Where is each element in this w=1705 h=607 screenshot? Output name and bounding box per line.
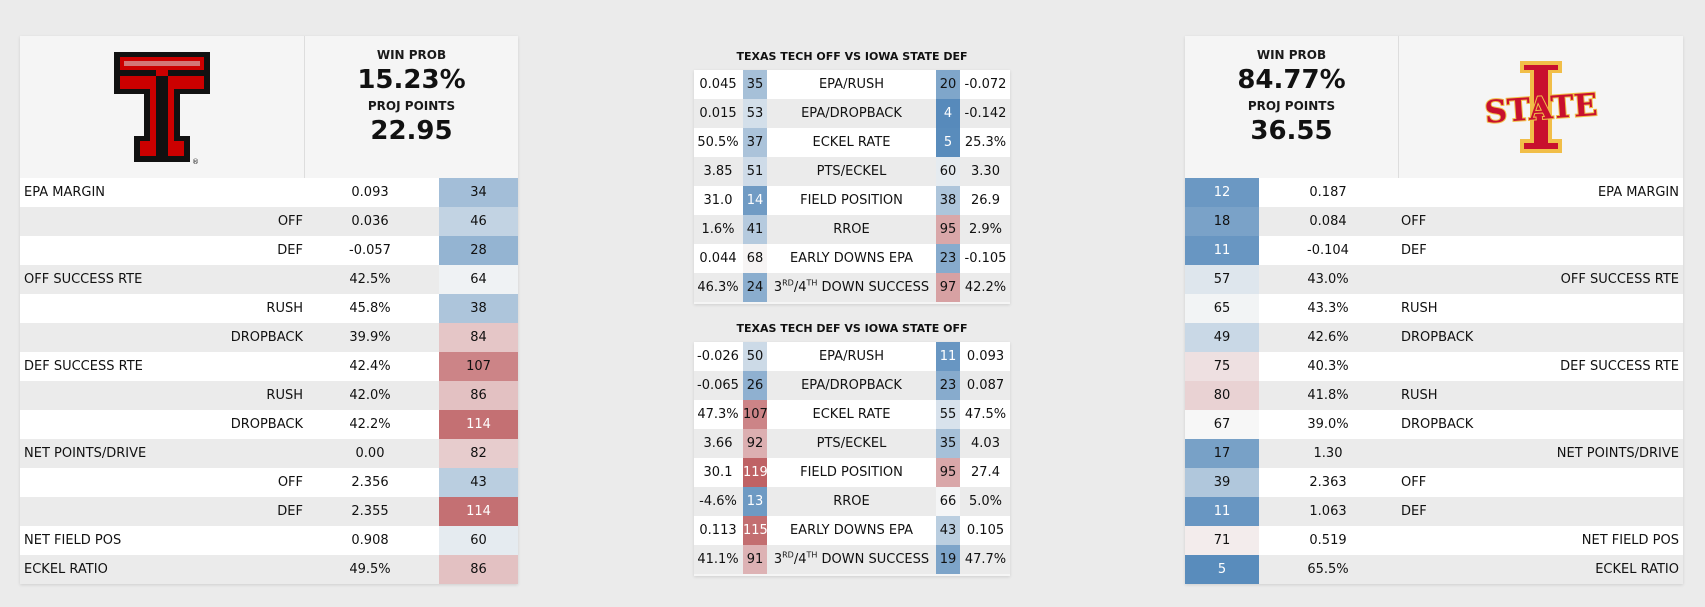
right-value: 27.4 [971,465,1000,480]
stat-name-text: DOWN SUCCESS [821,552,930,567]
proj-points-label: PROJ POINTS [1247,99,1336,113]
stat-name [768,273,935,302]
svg-text:®: ® [192,158,199,166]
stat-row-rush [1185,294,1683,323]
stat-rank: 107 [439,352,518,381]
stat-value: 2.355 [351,504,389,519]
stat-row-dropback [1185,410,1683,439]
left-value: 46.3% [697,280,739,295]
right-value: 47.7% [964,552,1007,567]
right-value: 26.9 [971,193,1000,208]
left-value: 3.66 [703,436,733,451]
stat-value: 65.5% [1307,562,1349,577]
right-rank: 4 [936,99,960,128]
left-value: 1.6% [701,222,735,237]
matchup-row-pts-eckel [694,429,1010,458]
stat-label: DEF [277,243,303,258]
left-rank: 115 [743,516,767,545]
stat-rank: 11 [1185,236,1259,265]
stat-name: EPA/RUSH [818,77,885,92]
matchup-row-epa-rush [694,342,1010,371]
stat-label: NET POINTS/DRIVE [24,446,147,461]
stat-row-eckel-ratio [20,555,518,584]
stat-value: 42.5% [349,272,391,287]
stat-label: DEF SUCCESS RTE [24,359,143,374]
right-rank: 38 [936,186,960,215]
stat-row-dropback [1185,323,1683,352]
right-team-info [1185,36,1399,178]
matchup-top-table [694,70,1010,304]
stat-value: 1.063 [1309,504,1347,519]
left-value: -0.026 [697,349,739,364]
matchup-row-early-downs-epa [694,516,1010,545]
stat-name: RROE [833,494,870,509]
left-rank: 107 [743,400,767,429]
right-rank: 66 [936,487,960,516]
stat-label: NET POINTS/DRIVE [1556,446,1679,461]
win-prob-label: WIN PROB [1256,48,1327,62]
stat-label: DEF SUCCESS RTE [1560,359,1679,374]
right-value: 4.03 [971,436,1000,451]
matchup-row-epa-dropback [694,99,1010,128]
right-rank: 43 [936,516,960,545]
right-rank: 23 [936,371,960,400]
left-value: 3.85 [703,164,733,179]
left-rank: 35 [743,70,767,99]
stat-row-def [1185,236,1683,265]
stat-row-net-points-drive [20,439,518,468]
win-prob-value: 84.77% [1237,65,1346,95]
right-value: 0.105 [966,523,1005,538]
left-rank: 50 [743,342,767,371]
right-value: 2.9% [968,222,1003,237]
matchup-row-field-position [694,186,1010,215]
stat-label: RUSH [266,388,303,403]
matchup-row-field-position [694,458,1010,487]
stat-label: ECKEL RATIO [1595,562,1679,577]
matchup-row-early-downs-epa [694,244,1010,273]
left-value: -0.065 [697,378,739,393]
right-team-logo-cell [1399,36,1683,178]
stat-label: EPA MARGIN [24,185,106,200]
stat-name: EPA/RUSH [818,349,885,364]
stat-label: OFF [1401,475,1427,490]
right-team-header [1185,36,1683,178]
stat-row-dropback [20,323,518,352]
stat-rank: 17 [1185,439,1259,468]
stat-value: 39.0% [1307,417,1349,432]
left-rank: 37 [743,128,767,157]
stat-name: FIELD POSITION [800,465,903,480]
stat-row-dropback [20,410,518,439]
stat-value: 0.519 [1309,533,1347,548]
stat-name [768,545,935,574]
stat-value: 0.187 [1309,185,1347,200]
stat-value: 0.036 [351,214,389,229]
stat-value: -0.057 [349,243,391,258]
left-rank: 51 [743,157,767,186]
stat-rank: 114 [439,410,518,439]
proj-points-value: 22.95 [370,116,453,146]
stat-rank: 12 [1185,178,1259,207]
stat-label: NET FIELD POS [1581,533,1679,548]
stat-label: DEF [277,504,303,519]
stat-label: DEF [1401,504,1427,519]
stat-value: 39.9% [349,330,391,345]
left-rank: 24 [743,273,767,302]
stat-label: EPA MARGIN [1597,185,1679,200]
stat-row-net-field-pos [20,526,518,555]
stat-row-off-success-rte [1185,265,1683,294]
left-value: 0.044 [699,251,737,266]
stat-value: 49.5% [349,562,391,577]
stat-name: EPA/DROPBACK [801,106,902,121]
stat-label: DROPBACK [230,330,303,345]
stat-name: PTS/ECKEL [816,164,887,179]
left-team-logo-cell [20,36,305,178]
iowa-state-logo [1476,59,1606,155]
stat-row-net-field-pos [1185,526,1683,555]
stat-rank: 65 [1185,294,1259,323]
stat-row-rush [20,381,518,410]
stat-value: 2.356 [351,475,389,490]
stat-label: OFF [277,214,303,229]
matchup-row-eckel-rate [694,128,1010,157]
right-value: 42.2% [964,280,1007,295]
left-value: 50.5% [697,135,739,150]
stat-name: RROE [833,222,870,237]
down-ordinal-prefix: 3RD/4TH [773,278,818,295]
left-rank: 68 [743,244,767,273]
stat-value: 0.00 [355,446,385,461]
right-value: 47.5% [964,407,1007,422]
right-value: -0.105 [964,251,1007,266]
stat-rank: 60 [439,526,518,555]
matchup-row-down-success [694,545,1010,574]
stat-name: EPA/DROPBACK [801,378,902,393]
matchup-row-eckel-rate [694,400,1010,429]
stat-row-off [20,468,518,497]
right-value: 0.087 [966,378,1005,393]
matchup-row-epa-dropback [694,371,1010,400]
left-value: 30.1 [703,465,733,480]
left-value: 0.113 [699,523,737,538]
stat-value: 42.2% [349,417,391,432]
stat-value: 42.6% [1307,330,1349,345]
stat-label: ECKEL RATIO [24,562,108,577]
left-rank: 92 [743,429,767,458]
stat-rank: 18 [1185,207,1259,236]
stat-rank: 49 [1185,323,1259,352]
stat-name-text: DOWN SUCCESS [821,280,930,295]
right-rank: 60 [936,157,960,186]
right-value: -0.142 [964,106,1007,121]
left-value: 41.1% [697,552,739,567]
win-prob-label: WIN PROB [376,48,447,62]
stat-row-off [1185,207,1683,236]
stat-rank: 86 [439,555,518,584]
stat-value: 45.8% [349,301,391,316]
stat-rank: 82 [439,439,518,468]
right-rank: 35 [936,429,960,458]
right-value: 25.3% [964,135,1007,150]
stat-row-off-success-rte [20,265,518,294]
left-team-info [305,36,518,178]
stat-row-def-success-rte [20,352,518,381]
left-value: 0.015 [699,106,737,121]
right-rank: 55 [936,400,960,429]
stat-row-off [1185,468,1683,497]
iowa-state-logo-text: STATE [1483,87,1599,131]
stat-value: -0.104 [1307,243,1349,258]
stat-rank: 114 [439,497,518,526]
stat-value: 42.4% [349,359,391,374]
stat-row-rush [1185,381,1683,410]
stat-label: RUSH [266,301,303,316]
right-value: -0.072 [964,77,1007,92]
left-rank: 41 [743,215,767,244]
right-value: 5.0% [968,494,1003,509]
left-rank: 13 [743,487,767,516]
stat-rank: 75 [1185,352,1259,381]
left-rank: 91 [743,545,767,574]
left-rank: 53 [743,99,767,128]
texas-tech-logo [110,48,214,166]
right-team-stat-rows [1185,178,1683,584]
stat-label: OFF [277,475,303,490]
stat-value: 1.30 [1313,446,1343,461]
matchup-bottom-title: TEXAS TECH DEF VS IOWA STATE OFF [736,322,968,335]
left-rank: 26 [743,371,767,400]
stat-value: 43.3% [1307,301,1349,316]
stat-rank: 46 [439,207,518,236]
stat-value: 43.0% [1307,272,1349,287]
stat-label: OFF SUCCESS RTE [24,272,143,287]
stat-row-epa-margin [1185,178,1683,207]
stat-rank: 71 [1185,526,1259,555]
win-prob-value: 15.23% [357,65,466,95]
proj-points-value: 36.55 [1250,116,1333,146]
left-value: 0.045 [699,77,737,92]
right-rank: 19 [936,545,960,574]
stat-rank: 11 [1185,497,1259,526]
stat-name: EARLY DOWNS EPA [789,523,914,538]
stat-name: ECKEL RATE [812,135,891,150]
matchup-bottom-table [694,342,1010,576]
stat-row-def-success-rte [1185,352,1683,381]
left-team-stat-rows [20,178,518,584]
stat-row-def [20,236,518,265]
stat-label: RUSH [1401,301,1438,316]
stat-label: RUSH [1401,388,1438,403]
matchup-top-title: TEXAS TECH OFF VS IOWA STATE DEF [736,50,968,63]
stat-label: OFF SUCCESS RTE [1560,272,1679,287]
stat-row-off [20,207,518,236]
stat-rank: 39 [1185,468,1259,497]
left-team-panel [20,36,518,584]
stat-rank: 86 [439,381,518,410]
right-rank: 95 [936,215,960,244]
right-value: 3.30 [971,164,1000,179]
stat-label: NET FIELD POS [24,533,122,548]
stat-value: 42.0% [349,388,391,403]
stat-value: 41.8% [1307,388,1349,403]
stat-row-net-points-drive [1185,439,1683,468]
stat-row-def [20,497,518,526]
stat-value: 0.908 [351,533,389,548]
stat-row-epa-margin [20,178,518,207]
stat-rank: 34 [439,178,518,207]
left-value: 47.3% [697,407,739,422]
stat-value: 2.363 [1309,475,1347,490]
stat-name: EARLY DOWNS EPA [789,251,914,266]
stat-rank: 64 [439,265,518,294]
right-team-panel [1185,36,1683,584]
right-rank: 97 [936,273,960,302]
stat-label: DROPBACK [1401,417,1474,432]
right-value: 0.093 [966,349,1005,364]
stat-row-eckel-ratio [1185,555,1683,584]
stat-name: PTS/ECKEL [816,436,887,451]
stat-label: DEF [1401,243,1427,258]
right-rank: 11 [936,342,960,371]
right-rank: 5 [936,128,960,157]
left-value: 31.0 [703,193,733,208]
stat-name: ECKEL RATE [812,407,891,422]
matchup-row-rroe [694,215,1010,244]
stat-name: FIELD POSITION [800,193,903,208]
stat-rank: 5 [1185,555,1259,584]
down-ordinal-prefix: 3RD/4TH [773,550,818,567]
stat-value: 40.3% [1307,359,1349,374]
stat-rank: 84 [439,323,518,352]
stat-row-rush [20,294,518,323]
matchup-row-rroe [694,487,1010,516]
left-value: -4.6% [699,494,737,509]
matchup-row-pts-eckel [694,157,1010,186]
stat-label: OFF [1401,214,1427,229]
matchup-row-down-success [694,273,1010,302]
right-rank: 20 [936,70,960,99]
stat-rank: 43 [439,468,518,497]
left-rank: 14 [743,186,767,215]
stat-label: DROPBACK [230,417,303,432]
stat-rank: 28 [439,236,518,265]
stat-rank: 57 [1185,265,1259,294]
stat-rank: 67 [1185,410,1259,439]
left-team-header [20,36,518,178]
left-rank: 119 [743,458,767,487]
right-rank: 23 [936,244,960,273]
stat-value: 0.093 [351,185,389,200]
stat-row-def [1185,497,1683,526]
proj-points-label: PROJ POINTS [367,99,456,113]
stat-rank: 38 [439,294,518,323]
stat-rank: 80 [1185,381,1259,410]
right-rank: 95 [936,458,960,487]
stat-label: DROPBACK [1401,330,1474,345]
stat-value: 0.084 [1309,214,1347,229]
matchup-row-epa-rush [694,70,1010,99]
